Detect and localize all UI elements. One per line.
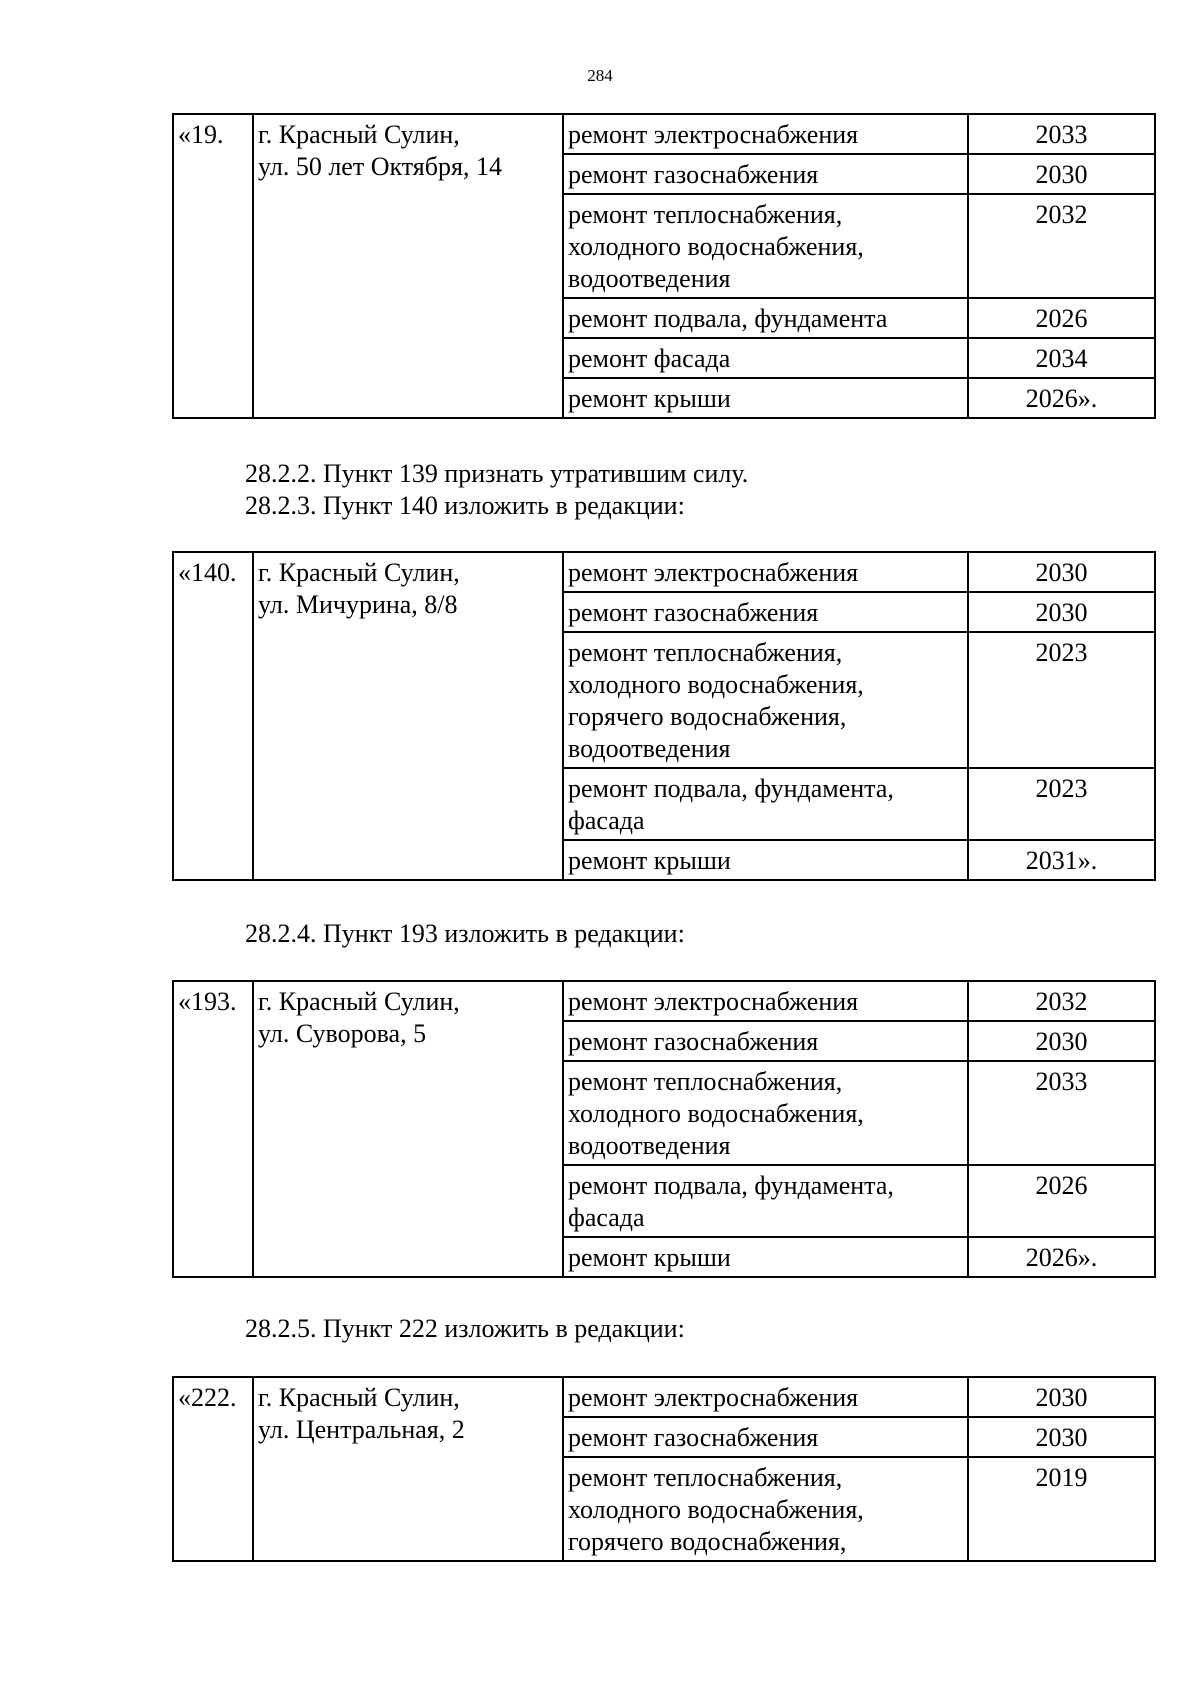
work-line: ремонт газоснабжения	[568, 1423, 819, 1452]
page-number: 284	[587, 66, 613, 85]
work-line: ремонт фасада	[568, 344, 731, 373]
work-line: ремонт газоснабжения	[568, 1027, 819, 1056]
work-year: 2032	[968, 981, 1155, 1021]
work-year: 2030	[968, 1021, 1155, 1061]
work-line: водоотведения	[568, 1131, 731, 1160]
address-line: г. Красный Сулин,	[258, 1383, 460, 1412]
work-line: ремонт подвала, фундамента,	[568, 774, 894, 803]
work-line: ремонт газоснабжения	[568, 160, 819, 189]
address-line: ул. Мичурина, 8/8	[258, 590, 458, 619]
work-line: ремонт теплоснабжения,	[568, 638, 843, 667]
work-line: водоотведения	[568, 734, 731, 763]
paragraph-28-2-3: 28.2.3. Пункт 140 изложить в редакции:	[245, 491, 685, 520]
work-type	[563, 552, 968, 592]
work-year: 2034	[968, 338, 1155, 378]
work-line: ремонт электроснабжения	[568, 120, 859, 149]
paragraph-28-2-4: 28.2.4. Пункт 193 изложить в редакции:	[245, 919, 685, 948]
work-type	[563, 592, 968, 632]
work-line: фасада	[568, 1203, 645, 1232]
item-number: «222.	[173, 1377, 253, 1561]
work-type	[563, 1165, 968, 1237]
work-year: 2026	[968, 298, 1155, 338]
work-type	[563, 981, 968, 1021]
address-line: г. Красный Сулин,	[258, 558, 460, 587]
work-line: фасада	[568, 806, 645, 835]
work-line: ремонт теплоснабжения,	[568, 200, 843, 229]
work-year: 2030	[968, 1417, 1155, 1457]
work-type	[563, 378, 968, 418]
work-year: 2033	[968, 1061, 1155, 1165]
work-line: холодного водоснабжения,	[568, 670, 864, 699]
work-type	[563, 1237, 968, 1277]
work-year: 2023	[968, 768, 1155, 840]
work-line: ремонт электроснабжения	[568, 1383, 859, 1412]
work-year: 2030	[968, 1377, 1155, 1417]
work-line: ремонт крыши	[568, 1243, 731, 1272]
work-type	[563, 632, 968, 768]
work-year: 2030	[968, 552, 1155, 592]
work-line: горячего водоснабжения,	[568, 1527, 847, 1556]
work-year: 2030	[968, 154, 1155, 194]
table-row	[173, 1377, 1155, 1417]
work-year: 2023	[968, 632, 1155, 768]
item-number: «193.	[173, 981, 253, 1277]
work-type	[563, 840, 968, 880]
work-line: холодного водоснабжения,	[568, 1495, 864, 1524]
work-line: ремонт крыши	[568, 846, 731, 875]
work-type	[563, 1417, 968, 1457]
work-type	[563, 194, 968, 298]
work-line: ремонт подвала, фундамента	[568, 304, 888, 333]
work-line: ремонт газоснабжения	[568, 598, 819, 627]
address-line: г. Красный Сулин,	[258, 120, 460, 149]
item-number: «140.	[173, 552, 253, 880]
address-line: ул. 50 лет Октября, 14	[258, 152, 502, 181]
item-table-222	[172, 1376, 1156, 1562]
work-type	[563, 298, 968, 338]
item-address	[253, 552, 563, 880]
work-type	[563, 768, 968, 840]
work-year: 2032	[968, 194, 1155, 298]
table-row	[173, 114, 1155, 154]
work-year: 2031».	[968, 840, 1155, 880]
item-table-140	[172, 551, 1156, 881]
work-type	[563, 1021, 968, 1061]
work-line: холодного водоснабжения,	[568, 1099, 864, 1128]
work-type	[563, 1457, 968, 1561]
work-line: ремонт теплоснабжения,	[568, 1463, 843, 1492]
item-address	[253, 981, 563, 1277]
work-line: ремонт электроснабжения	[568, 987, 859, 1016]
work-type	[563, 114, 968, 154]
work-year: 2033	[968, 114, 1155, 154]
item-address	[253, 1377, 563, 1561]
work-year: 2030	[968, 592, 1155, 632]
work-type	[563, 338, 968, 378]
address-line: ул. Центральная, 2	[258, 1415, 465, 1444]
item-table-193	[172, 980, 1156, 1278]
work-year: 2026».	[968, 1237, 1155, 1277]
table-row	[173, 552, 1155, 592]
item-number: «19.	[173, 114, 253, 418]
item-address	[253, 114, 563, 418]
work-line: горячего водоснабжения,	[568, 702, 847, 731]
work-line: ремонт крыши	[568, 384, 731, 413]
item-table-19	[172, 113, 1156, 419]
paragraph-28-2-5: 28.2.5. Пункт 222 изложить в редакции:	[245, 1314, 685, 1343]
address-line: г. Красный Сулин,	[258, 987, 460, 1016]
table-row	[173, 981, 1155, 1021]
work-line: холодного водоснабжения,	[568, 232, 864, 261]
work-line: ремонт подвала, фундамента,	[568, 1171, 894, 1200]
work-year: 2026	[968, 1165, 1155, 1237]
work-type	[563, 1061, 968, 1165]
work-type	[563, 154, 968, 194]
work-line: ремонт теплоснабжения,	[568, 1067, 843, 1096]
work-line: ремонт электроснабжения	[568, 558, 859, 587]
work-line: водоотведения	[568, 264, 731, 293]
work-type	[563, 1377, 968, 1417]
work-year: 2026».	[968, 378, 1155, 418]
address-line: ул. Суворова, 5	[258, 1019, 427, 1048]
paragraph-28-2-2: 28.2.2. Пункт 139 признать утратившим силу.	[245, 459, 749, 488]
work-year: 2019	[968, 1457, 1155, 1561]
